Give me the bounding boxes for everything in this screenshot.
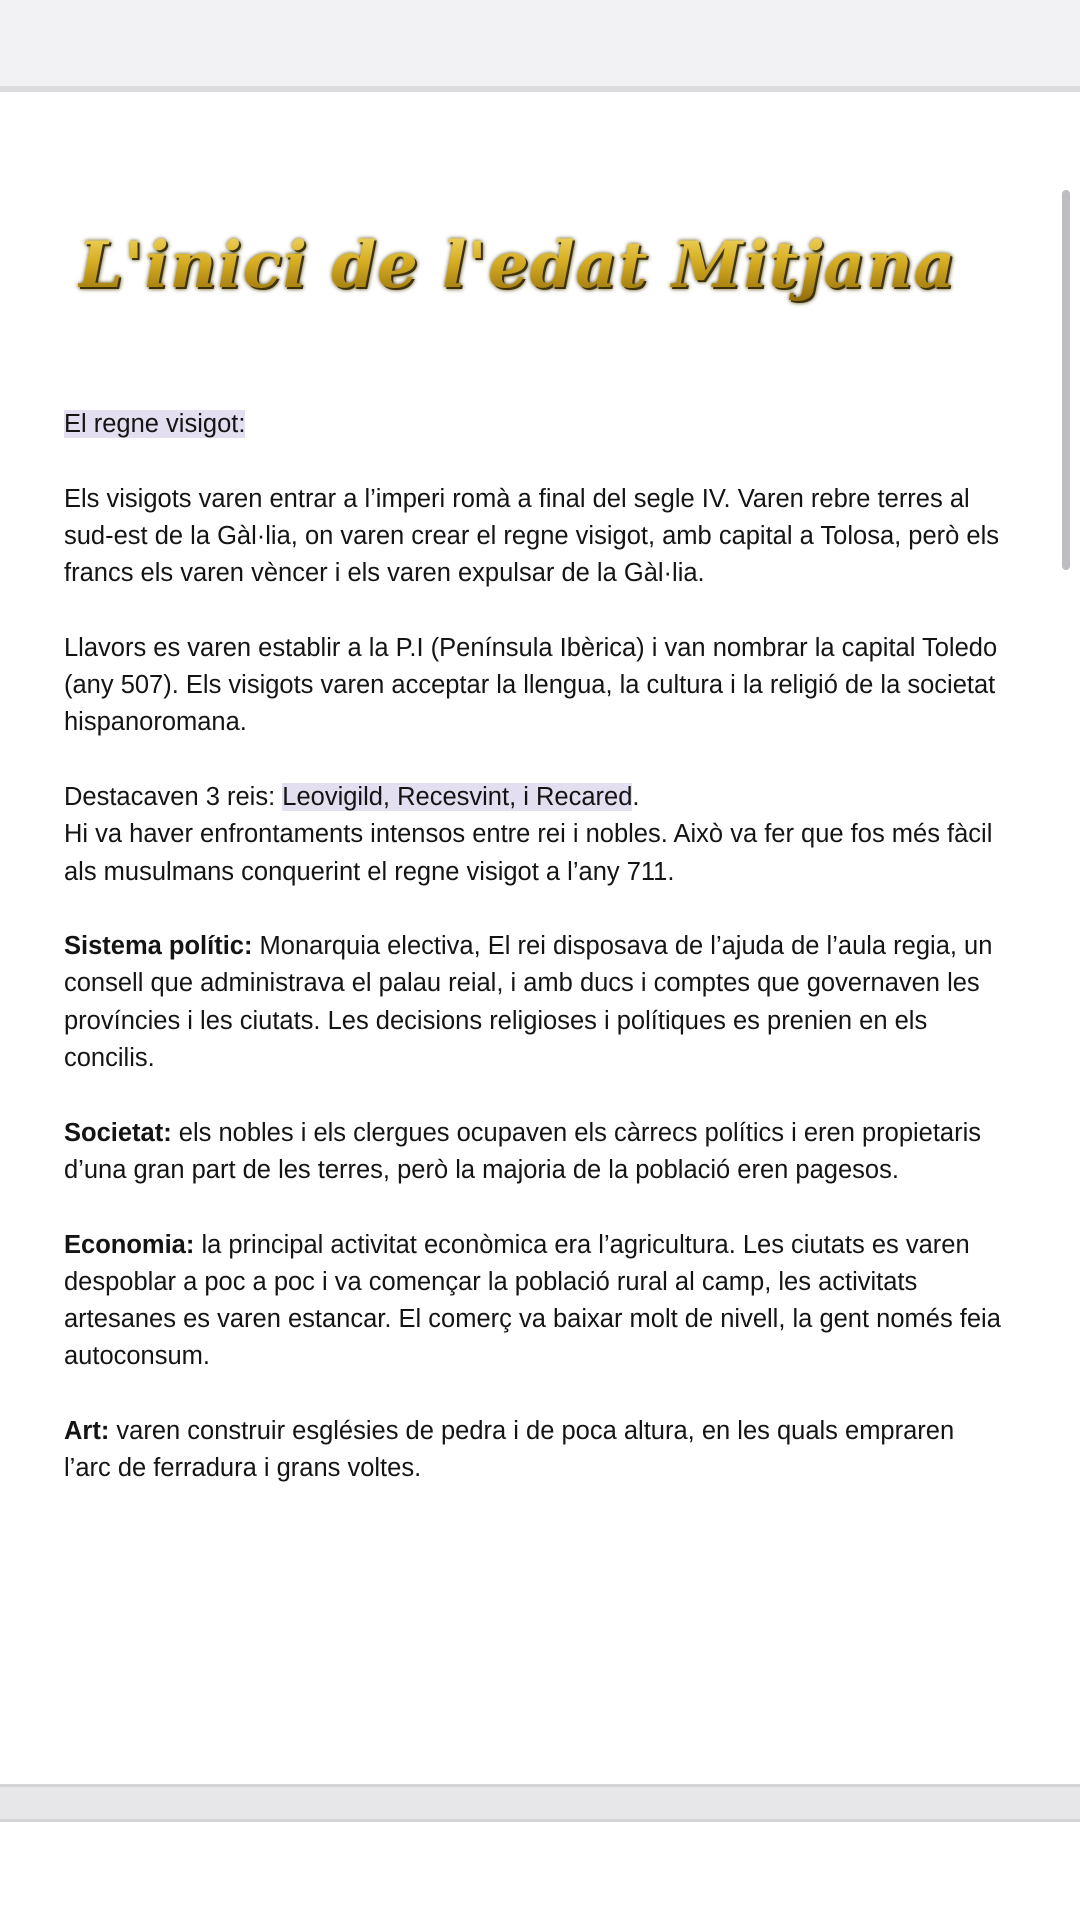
top-toolbar xyxy=(0,0,1080,92)
political-system-text: Monarquia electiva, El rei disposava de l’ajuda de l’aula regia, un consell que administrava el palau reial, i amb ducs i comptes que governaven les províncies i les ciutats. Les decisions religioses i polítiques es prenien en els concilis. xyxy=(64,932,993,1073)
paragraph-society xyxy=(64,1115,1004,1190)
kings-suffix: . xyxy=(632,782,640,811)
society-label: Societat: xyxy=(64,1118,172,1147)
economy-label: Economia: xyxy=(64,1230,195,1259)
paragraph-art xyxy=(64,1413,1004,1488)
society-text: els nobles i els clergues ocupaven els càrrecs polítics i eren propietaris d’una gran part de les terres, però la majoria de la població eren pagesos. xyxy=(64,1118,982,1184)
section-heading xyxy=(64,406,1004,443)
paragraph-toledo: Llavors es varen establir a la P.I (Península Ibèrica) i van nombrar la capital Toledo (any 507). Els visigots varen acceptar la llengua, la cultura i la religió de la societat hispanoromana. xyxy=(64,633,998,737)
art-label: Art: xyxy=(64,1417,110,1446)
paragraph-economy xyxy=(64,1227,1004,1376)
kings-prefix: Destacaven 3 reis: xyxy=(64,782,283,811)
kings-names: Leovigild, Recesvint, i Recared xyxy=(282,782,633,811)
political-system-label: Sistema polític: xyxy=(64,932,253,961)
document-body xyxy=(64,406,1004,1525)
paragraph-political-system xyxy=(64,928,1004,1077)
vertical-scrollbar[interactable] xyxy=(1062,190,1070,570)
kings-rest: Hi va haver enfrontaments intensos entre rei i nobles. Això va fer que fos més fàcil als musulmans conquerint el regne visigot a l’any 711. xyxy=(64,820,993,886)
art-text: varen construir esglésies de pedra i de poca altura, en les quals empraren l’arc de ferradura i grans voltes. xyxy=(64,1417,955,1483)
document-title: L'inici de l'edat Mitjana xyxy=(78,228,978,303)
section-heading-text: El regne visigot: xyxy=(64,410,246,438)
bottom-bar xyxy=(0,1784,1080,1822)
paragraph-kings xyxy=(64,779,1004,891)
paragraph-visigoths: Els visigots varen entrar a l’imperi romà a final del segle IV. Varen rebre terres al sud-est de la Gàl·lia, on varen crear el regne visigot, amb capital a Tolosa, però els francs els varen vèncer i els varen expulsar de la Gàl·lia. xyxy=(64,484,1000,588)
economy-text: la principal activitat econòmica era l’agricultura. Les ciutats es varen despoblar a poc a poc i va començar la població rural al camp, les activitats artesanes es varen estancar. El comerç va baixar molt de nivell, la gent només feia autoconsum. xyxy=(64,1230,1001,1371)
